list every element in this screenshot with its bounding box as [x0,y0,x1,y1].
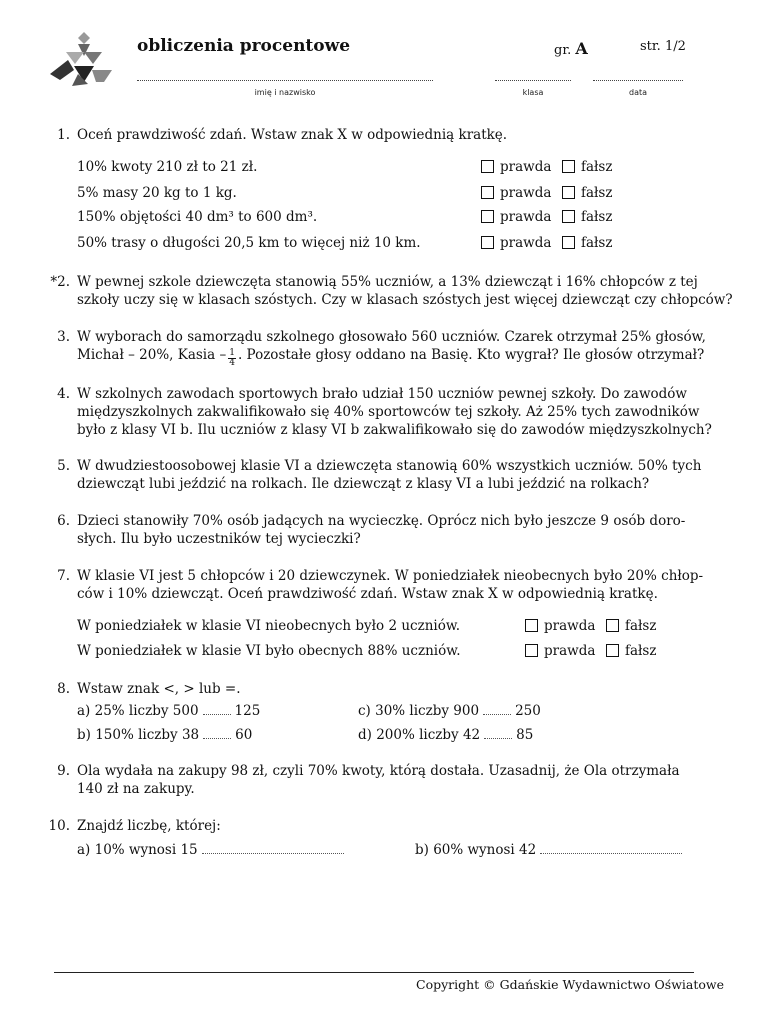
task-9-line: 140 zł na zakupy. [77,781,195,797]
task-7-line: ców i 10% dziewcząt. Oceń prawdziwość zdań. Wstaw znak X w odpowiednią kratkę. [77,586,658,602]
task-number: 6. [57,513,70,529]
class-field[interactable] [495,80,571,81]
task-3-line: Michał – 20%, Kasia – $\frac{1}{4}$ . Pozostałe głosy oddano na Basię. Kto wygrał? Ile głosów otrzymał? [77,347,705,368]
checkbox[interactable] [525,619,538,632]
task-10-item-a: a) 10% wynosi 15 [77,841,348,860]
true-option[interactable]: prawda [481,208,551,227]
task-7-line: W klasie VI jest 5 chłopców i 20 dziewczynek. W poniedziałek nieobecnych było 20% chłop- [77,568,704,584]
task-number: 7. [57,568,70,584]
task-7-statement: W poniedziałek w klasie VI było obecnych 88% uczniów. [77,643,461,659]
task-2-line: szkoły uczy się w klasach szóstych. Czy w klasach szóstych jest więcej dziewcząt czy chłopców? [77,292,733,308]
task-number: 4. [57,386,70,402]
task-8-item-a: a) 25% liczby 500 125 [77,703,261,719]
date-field-caption: data [628,88,648,97]
false-option[interactable]: fałsz [562,158,612,177]
group-indicator: gr. A [554,39,588,58]
checkbox[interactable] [606,644,619,657]
answer-blank[interactable] [483,714,511,715]
answer-blank[interactable] [484,738,512,739]
checkbox[interactable] [562,210,575,223]
true-option[interactable]: prawda [481,184,551,203]
checkbox[interactable] [606,619,619,632]
checkbox[interactable] [562,186,575,199]
fraction: $\frac{1}{4}$ [229,348,235,368]
true-option[interactable]: prawda [525,617,595,636]
checkbox[interactable] [562,236,575,249]
name-field-caption: imię i nazwisko [254,88,316,97]
task-4-line: W szkolnych zawodach sportowych brało udział 150 uczniów pewnej szkoły. Do zawodów [77,386,687,402]
answer-blank[interactable] [540,853,682,854]
task-6-line: słych. Ilu było uczestników tej wycieczki? [77,531,361,547]
task-1-instruction: Oceń prawdziwość zdań. Wstaw znak X w odpowiednią kratkę. [77,127,508,143]
class-field-caption: klasa [522,88,544,97]
worksheet-title: obliczenia procentowe [137,36,351,56]
checkbox[interactable] [481,236,494,249]
checkbox[interactable] [562,160,575,173]
false-option[interactable]: fałsz [562,208,612,227]
checkbox[interactable] [481,210,494,223]
false-option[interactable]: fałsz [606,642,656,661]
answer-blank[interactable] [203,714,231,715]
task-1-statement: 5% masy 20 kg to 1 kg. [77,185,237,201]
checkbox[interactable] [481,160,494,173]
false-option[interactable]: fałsz [562,184,612,203]
false-option[interactable]: fałsz [562,234,612,253]
task-10-instruction: Znajdź liczbę, której: [77,818,221,834]
group-letter: A [575,39,588,58]
task-6-line: Dzieci stanowiły 70% osób jadących na wycieczkę. Oprócz nich było jeszcze 9 osób doro- [77,513,686,529]
task-number: 9. [57,763,70,779]
task-1-statement: 150% objętości 40 dm³ to 600 dm³. [77,209,318,225]
footer-divider [54,972,694,973]
date-field[interactable] [593,80,683,81]
checkbox[interactable] [525,644,538,657]
task-10-item-b: b) 60% wynosi 42 [415,841,686,860]
name-field[interactable] [137,80,433,81]
answer-blank[interactable] [203,738,231,739]
task-3-line: W wyborach do samorządu szkolnego głosowało 560 uczniów. Czarek otrzymał 25% głosów, [77,329,706,345]
task-4-line: międzyszkolnych zakwalifikowało się 40% sportowców tej szkoły. Aż 25% tych zawodników [77,404,700,420]
checkbox[interactable] [481,186,494,199]
task-7-statement: W poniedziałek w klasie VI nieobecnych było 2 uczniów. [77,618,461,634]
task-9-line: Ola wydała na zakupy 98 zł, czyli 70% kwoty, którą dostała. Uzasadnij, że Ola otrzymała [77,763,680,779]
true-option[interactable]: prawda [525,642,595,661]
page-number: str. 1/2 [640,39,686,54]
task-8-item-b: b) 150% liczby 38 60 [77,727,253,743]
task-number: *2. [50,274,70,290]
task-number: 10. [48,818,70,834]
task-1-statement: 10% kwoty 210 zł to 21 zł. [77,159,258,175]
false-option[interactable]: fałsz [606,617,656,636]
answer-blank[interactable] [202,853,344,854]
task-1-statement: 50% trasy o długości 20,5 km to więcej niż 10 km. [77,235,421,251]
true-option[interactable]: prawda [481,158,551,177]
task-4-line: było z klasy VI b. Ilu uczniów z klasy VI b zakwalifikowało się do zawodów międzyszkolnych? [77,422,712,438]
task-8-instruction: Wstaw znak <, > lub =. [77,681,241,697]
task-number: 5. [57,458,70,474]
publisher-logo [48,30,116,90]
copyright-notice: Copyright © Gdańskie Wydawnictwo Oświatowe [416,977,725,992]
task-number: 1. [57,127,70,143]
task-5-line: W dwudziestoosobowej klasie VI a dziewczęta stanowią 60% wszystkich uczniów. 50% tych [77,458,702,474]
task-8-item-c: c) 30% liczby 900 250 [358,703,541,719]
task-number: 8. [57,681,70,697]
task-number: 3. [57,329,70,345]
task-8-item-d: d) 200% liczby 42 85 [358,727,534,743]
task-2-line: W pewnej szkole dziewczęta stanowią 55% uczniów, a 13% dziewcząt i 16% chłopców z tej [77,274,698,290]
true-option[interactable]: prawda [481,234,551,253]
task-5-line: dziewcząt lubi jeździć na rolkach. Ile dziewcząt z klasy VI a lubi jeździć na rolkach? [77,476,650,492]
